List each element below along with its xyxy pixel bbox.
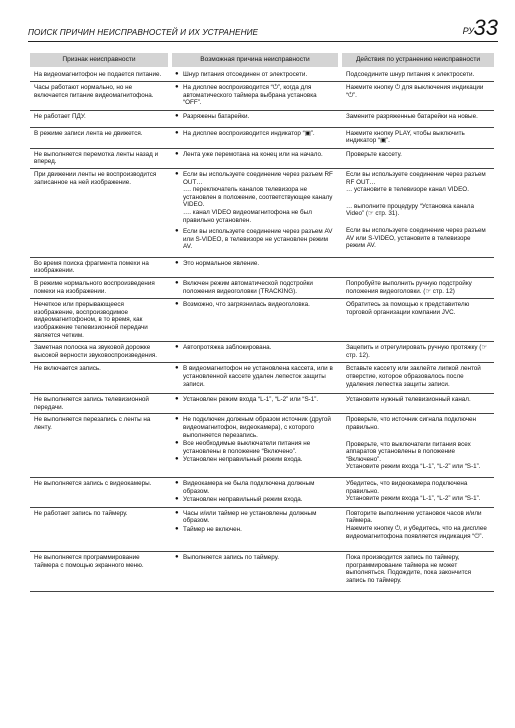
cause-cell — [172, 394, 338, 413]
symptom-cell: Не включается запись. — [34, 365, 101, 373]
cause-item — [175, 344, 335, 352]
cause-cell — [172, 149, 338, 168]
page-header — [28, 16, 498, 42]
cause-item — [175, 151, 335, 159]
table-row — [30, 149, 494, 169]
header-divider — [28, 41, 498, 42]
cause-item — [175, 554, 335, 562]
action-cell — [342, 363, 494, 391]
page-number: 33 — [473, 15, 498, 40]
table-row — [30, 82, 494, 111]
symptom-cell: Заметная полоска на звуковой дорожке высокой верности звуковоспроизведения. — [34, 344, 158, 359]
symptom-cell: На видеомагнитофон не подается питание. — [34, 70, 162, 78]
cause-cell — [172, 128, 338, 148]
action-cell — [342, 552, 494, 587]
action-cell — [342, 299, 494, 341]
action-text: Подсоедините шнур питания к электросети. — [346, 70, 475, 78]
column-header-symptom: Признак неисправности — [30, 53, 168, 67]
cause-text: В видеомагнитофон не установлена кассета, или в установленной кассете удален лепесток защиты записи. — [183, 365, 333, 388]
bullet-icon: ● — [175, 280, 179, 287]
cause-text: Если вы используете соединение через разъем RF OUT… …. переключатель каналов телевизора не установлен в положение, соответствующее каналу VIDEO. …. канал VIDEO видеомагнитофона не был правильно установлен. — [183, 170, 333, 224]
action-text: Если вы используете соединение через разъем RF OUT… … установите в телевизоре канал VIDEO. — [346, 170, 486, 194]
action-text: Убедитесь, что видеокамера подключена правильно. Установите режим входа “L-1”, “L-2” или “S-1”. — [346, 479, 481, 503]
action-cell — [342, 478, 494, 507]
page-title: ПОИСК ПРИЧИН НЕИСПРАВНОСТЕЙ И ИХ УСТРАНЕНИЕ — [28, 28, 259, 37]
bullet-icon: ● — [175, 84, 179, 91]
cause-cell — [172, 111, 338, 124]
symptom-cell: В режиме записи лента не движется. — [34, 129, 143, 137]
cause-text: Установлен неправильный режим входа. — [183, 496, 303, 504]
column-header-cause: Возможная причина неисправности — [172, 53, 338, 67]
action-cell — [342, 414, 494, 474]
bullet-icon: ● — [175, 365, 179, 372]
cause-item — [175, 480, 335, 495]
table-row — [30, 128, 494, 149]
cause-item — [175, 510, 335, 525]
cause-text: Это нормальное явление. — [183, 259, 260, 267]
language-code: РУ — [462, 26, 474, 36]
cause-item — [175, 171, 335, 224]
symptom-cell: Не работает ПДУ. — [34, 112, 86, 120]
cause-text: Шнур питания отсоединен от электросети. — [183, 70, 308, 78]
cause-text: Если вы используете соединение через разъем AV или S-VIDEO, в телевизоре не установлен режим AV. — [183, 228, 333, 251]
action-text: Обратитесь за помощью к представителю торговой организации компании JVC. — [346, 301, 470, 316]
table-row — [30, 299, 494, 342]
action-text: Повторите выполнение установок часов и/или таймера. Нажмите кнопку ⏻, и убедитесь, что на дисплее видеомагнитофона появляется индикация “⏻”. — [346, 509, 487, 540]
cause-item — [175, 456, 335, 464]
cause-item — [175, 396, 335, 404]
action-text: Попробуйте выполнить ручную подстройку положения видеоголовки. (☞ стр. 12) — [346, 280, 472, 295]
action-cell — [342, 82, 494, 110]
symptom-cell: Не работает запись по таймеру. — [34, 509, 128, 517]
cause-item — [175, 260, 335, 268]
cause-item — [175, 301, 335, 309]
bullet-icon: ● — [175, 228, 179, 235]
cause-text: Возможно, что загрязнилась видеоголовка. — [183, 301, 310, 309]
cause-cell — [172, 478, 338, 507]
action-text: Замените разряженные батарейки на новые. — [346, 112, 478, 120]
bullet-icon: ● — [175, 396, 179, 403]
cause-text: На дисплее воспроизводится “⏻”, когда для автоматического таймера выбрана установка “OFF”. — [183, 84, 317, 107]
cause-item — [175, 496, 335, 504]
bullet-icon: ● — [175, 479, 179, 486]
cause-text: Выполняется запись по таймеру. — [183, 554, 279, 562]
table-row — [30, 111, 494, 128]
table-row — [30, 278, 494, 299]
cause-item — [175, 84, 335, 107]
symptom-cell: Не выполняется запись с видеокамеры. — [34, 479, 152, 487]
bullet-icon: ● — [175, 70, 179, 77]
action-cell — [342, 69, 494, 82]
action-cell — [342, 111, 494, 124]
table-row — [30, 508, 494, 552]
symptom-cell: Часы работают нормально, но не включается питание видеомагнитофона. — [34, 84, 154, 99]
action-text: Установите нужный телевизионный канал. — [346, 396, 471, 404]
cause-item — [175, 526, 335, 534]
action-cell — [342, 342, 494, 362]
action-text: Если вы используете соединение через разъем AV или S-VIDEO, установите в телевизоре режим AV. — [346, 226, 486, 250]
cause-item — [175, 228, 335, 251]
cause-text: На дисплее воспроизводится индикатор “▣”. — [183, 129, 315, 137]
action-text: Проверьте кассету. — [346, 150, 402, 158]
cause-cell — [172, 258, 338, 277]
cause-cell — [172, 363, 338, 391]
action-cell — [342, 258, 494, 277]
bullet-icon: ● — [175, 344, 179, 351]
bullet-icon: ● — [175, 170, 179, 177]
cause-cell — [172, 169, 338, 254]
action-text: Пока производится запись по таймеру, программирование таймера не может выполняться. Подождите, пока закончится запись по таймеру. — [346, 554, 472, 584]
table-row — [30, 169, 494, 258]
symptom-cell: В режиме нормального воспроизведения помехи на изображении. — [34, 280, 155, 295]
action-cell — [342, 149, 494, 168]
table-row — [30, 394, 494, 414]
cause-text: Включен режим автоматической подстройки положения видеоголовки (TRACKING). — [183, 280, 313, 295]
bullet-icon: ● — [175, 416, 179, 423]
table-row — [30, 258, 494, 278]
cause-text: Часы и/или таймер не установлены должным образом. — [183, 509, 317, 525]
cause-cell — [172, 82, 338, 110]
cause-text: Установлен неправильный режим входа. — [183, 456, 303, 464]
table-row — [30, 552, 494, 592]
bullet-icon: ● — [175, 259, 179, 266]
symptom-cell: Не выполняется запись телевизионной передачи. — [34, 396, 149, 411]
action-text: Нажмите кнопку ⏻ для выключения индикации “⏻”. — [346, 84, 484, 99]
cause-item — [175, 440, 335, 455]
cause-item — [175, 365, 335, 388]
cause-cell — [172, 299, 338, 341]
action-text: Вставьте кассету или заклейте липкой лентой отверстие, которое образовалось после удаления лепестка защиты записи. — [346, 365, 481, 388]
action-text: Проверьте, что выключатели питания всех аппаратов установлены в положение “Включено”. Установите режим входа “L-1”, “L-2” или “S-1”. — [346, 440, 481, 471]
table-row — [30, 478, 494, 508]
bullet-icon: ● — [175, 525, 179, 532]
cause-text: Лента уже перемотана на конец или на начало. — [183, 150, 323, 158]
bullet-icon: ● — [175, 496, 179, 503]
table-row — [30, 342, 494, 363]
cause-cell — [172, 508, 338, 543]
table-row — [30, 414, 494, 478]
cause-text: Таймер не включен. — [183, 525, 242, 533]
action-cell — [342, 128, 494, 148]
symptom-cell: При движении ленты не воспроизводится записанное на ней изображение. — [34, 170, 157, 186]
action-text: Зацепить и отрегулировать ручную протяжку (☞ стр. 12). — [346, 344, 487, 359]
symptom-cell: Во время поиска фрагмента помехи на изображении. — [34, 259, 149, 275]
table-row — [30, 69, 494, 83]
cause-cell — [172, 552, 338, 587]
table-row — [30, 363, 494, 394]
cause-text: Все необходимые выключатели питания не установлены в положение “Включено”. — [183, 440, 311, 455]
bullet-icon: ● — [175, 150, 179, 157]
bullet-icon: ● — [175, 509, 179, 516]
cause-text: Разряжены батарейки. — [183, 112, 250, 120]
action-cell — [342, 394, 494, 413]
column-header-action: Действия по устранению неисправности — [342, 53, 494, 67]
bullet-icon: ● — [175, 112, 179, 119]
bullet-icon: ● — [175, 440, 179, 447]
cause-text: Не подключен должным образом источник (другой видеомагнитофон, видеокамера), с которого выполняется перезапись. — [183, 416, 331, 439]
action-text: Нажмите кнопку PLAY, чтобы выключить индикатор “▣”. — [346, 129, 465, 145]
action-text: Проверьте, что источник сигнала подключен правильно. — [346, 416, 477, 431]
bullet-icon: ● — [175, 456, 179, 463]
action-text: … выполните процедуру “Установка канала Video” (☞ стр. 31). — [346, 202, 474, 218]
bullet-icon: ● — [175, 301, 179, 308]
cause-cell — [172, 69, 338, 82]
symptom-cell: Не выполняется перемотка ленты назад и вперед. — [34, 150, 159, 166]
cause-text: Автопротяжка заблокирована. — [183, 344, 272, 352]
bullet-icon: ● — [175, 554, 179, 561]
cause-item — [175, 416, 335, 439]
action-cell — [342, 169, 494, 254]
symptom-cell: Нечеткое или прерывающееся изображение, воспроизводимое видеомагнитофоном, в то время, как изображение телевизионной передачи является четким. — [34, 301, 148, 339]
cause-item — [175, 130, 335, 138]
cause-text: Установлен режим входа “L-1”, “L-2” или “S-1”. — [183, 396, 319, 404]
cause-item — [175, 71, 335, 79]
troubleshooting-table — [30, 53, 494, 592]
symptom-cell: Не выполняется перезапись с ленты на ленту. — [34, 416, 151, 431]
action-cell — [342, 508, 494, 543]
cause-text: Видеокамера не была подключена должным образом. — [183, 479, 315, 495]
bullet-icon: ● — [175, 129, 179, 136]
action-cell — [342, 278, 494, 298]
cause-item — [175, 280, 335, 295]
cause-cell — [172, 278, 338, 298]
cause-cell — [172, 342, 338, 362]
cause-item — [175, 113, 335, 121]
symptom-cell: Не выполняется программирование таймера с помощью экранного меню. — [34, 554, 144, 569]
table-header — [30, 53, 494, 69]
cause-cell — [172, 414, 338, 474]
